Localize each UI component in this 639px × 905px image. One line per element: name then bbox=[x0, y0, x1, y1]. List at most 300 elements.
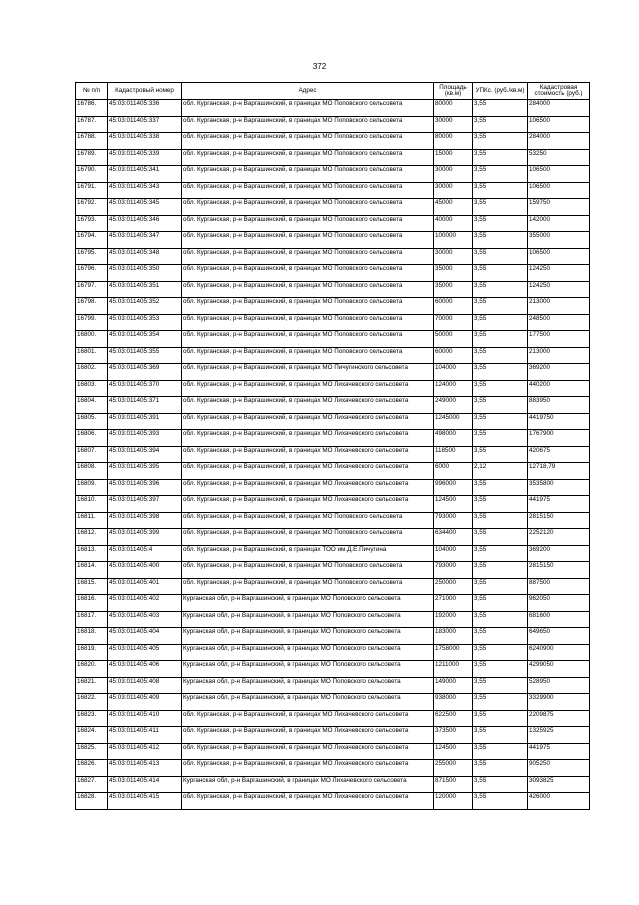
cadastral-number-cell: 45:03:011405:410 bbox=[108, 710, 182, 727]
upks-cell: 3,55 bbox=[473, 611, 528, 628]
address-cell: обл. Курганская, р-н Варгашинский, в границах МО Поповского сельсовета bbox=[182, 529, 434, 546]
cost-cell: 284000 bbox=[528, 133, 590, 150]
cadastral-number-cell: 45:03:011405:337 bbox=[108, 116, 182, 133]
area-cell: 249000 bbox=[434, 397, 473, 414]
upks-cell: 3,55 bbox=[473, 628, 528, 645]
upks-cell: 3,55 bbox=[473, 397, 528, 414]
table-row bbox=[76, 430, 590, 447]
row-number-cell: 16797. bbox=[76, 281, 108, 298]
upks-cell: 3,55 bbox=[473, 166, 528, 183]
cost-cell: 441975 bbox=[528, 743, 590, 760]
area-cell: 35000 bbox=[434, 265, 473, 282]
cadastral-number-cell: 45:03:011405:394 bbox=[108, 446, 182, 463]
cost-cell: 2252120 bbox=[528, 529, 590, 546]
address-cell: обл. Курганская, р-н Варгашинский, в границах МО Поповского сельсовета bbox=[182, 100, 434, 117]
table-row bbox=[76, 595, 590, 612]
table-row bbox=[76, 380, 590, 397]
table-row bbox=[76, 248, 590, 265]
cadastral-number-cell: 45:03:011405:347 bbox=[108, 232, 182, 249]
row-number-cell: 16815. bbox=[76, 578, 108, 595]
cost-cell: 12718,79 bbox=[528, 463, 590, 480]
table-row bbox=[76, 644, 590, 661]
address-cell: обл. Курганская, р-н Варгашинский, в границах МО Лихачевского сельсовета bbox=[182, 710, 434, 727]
cadastral-number-cell: 45:03:011405:343 bbox=[108, 182, 182, 199]
cost-cell: 420675 bbox=[528, 446, 590, 463]
table-row bbox=[76, 628, 590, 645]
cost-cell: 106500 bbox=[528, 248, 590, 265]
upks-cell: 3,55 bbox=[473, 100, 528, 117]
cost-cell: 248500 bbox=[528, 314, 590, 331]
cadastral-number-cell: 45:03:011405:414 bbox=[108, 776, 182, 793]
cadastral-number-cell: 45:03:011405:353 bbox=[108, 314, 182, 331]
table-header-row bbox=[76, 83, 590, 100]
row-number-cell: 16813. bbox=[76, 545, 108, 562]
address-cell: обл. Курганская, р-н Варгашинский, в границах МО Поповского сельсовета bbox=[182, 182, 434, 199]
table-row bbox=[76, 413, 590, 430]
cost-cell: 2815150 bbox=[528, 562, 590, 579]
table-row bbox=[76, 149, 590, 166]
row-number-cell: 16792. bbox=[76, 199, 108, 216]
area-cell: 104000 bbox=[434, 364, 473, 381]
area-cell: 1245000 bbox=[434, 413, 473, 430]
table-row bbox=[76, 710, 590, 727]
cadastral-table bbox=[75, 82, 590, 810]
table-row bbox=[76, 397, 590, 414]
row-number-cell: 16794. bbox=[76, 232, 108, 249]
area-cell: 793000 bbox=[434, 512, 473, 529]
area-cell: 124500 bbox=[434, 743, 473, 760]
address-cell: обл. Курганская, р-н Варгашинский, в границах МО Лихачевского сельсовета bbox=[182, 446, 434, 463]
cadastral-number-cell: 45:03:011405:370 bbox=[108, 380, 182, 397]
row-number-cell: 16798. bbox=[76, 298, 108, 315]
upks-cell: 3,55 bbox=[473, 314, 528, 331]
table-row bbox=[76, 133, 590, 150]
cost-cell: 124250 bbox=[528, 265, 590, 282]
area-cell: 15000 bbox=[434, 149, 473, 166]
area-cell: 938000 bbox=[434, 694, 473, 711]
table-row bbox=[76, 760, 590, 777]
upks-cell: 3,55 bbox=[473, 727, 528, 744]
cost-cell: 213000 bbox=[528, 347, 590, 364]
upks-cell: 3,55 bbox=[473, 479, 528, 496]
row-number-cell: 16814. bbox=[76, 562, 108, 579]
table-row bbox=[76, 100, 590, 117]
upks-cell: 3,55 bbox=[473, 793, 528, 810]
area-cell: 70000 bbox=[434, 314, 473, 331]
table-row bbox=[76, 232, 590, 249]
upks-cell: 3,55 bbox=[473, 364, 528, 381]
table-row bbox=[76, 793, 590, 810]
address-cell: обл. Курганская, р-н Варгашинский, в границах МО Поповского сельсовета bbox=[182, 331, 434, 348]
address-cell: обл. Курганская, р-н Варгашинский, в границах МО Лихачевского сельсовета bbox=[182, 479, 434, 496]
upks-cell: 3,55 bbox=[473, 710, 528, 727]
cadastral-number-cell: 45:03:011405:350 bbox=[108, 265, 182, 282]
upks-cell: 3,55 bbox=[473, 248, 528, 265]
address-cell: обл. Курганская, р-н Варгашинский, в границах МО Поповского сельсовета bbox=[182, 166, 434, 183]
area-cell: 634400 bbox=[434, 529, 473, 546]
row-number-cell: 16826. bbox=[76, 760, 108, 777]
cost-cell: 1325925 bbox=[528, 727, 590, 744]
row-number-cell: 16822. bbox=[76, 694, 108, 711]
cost-cell: 3093825 bbox=[528, 776, 590, 793]
table-row bbox=[76, 347, 590, 364]
page-number: 372 bbox=[312, 62, 327, 71]
cadastral-number-cell: 45:03:011405:406 bbox=[108, 661, 182, 678]
row-number-cell: 16809. bbox=[76, 479, 108, 496]
address-cell: обл. Курганская, р-н Варгашинский, в границах МО Поповского сельсовета bbox=[182, 281, 434, 298]
table-row bbox=[76, 182, 590, 199]
row-number-cell: 16820. bbox=[76, 661, 108, 678]
address-cell: обл. Курганская, р-н Варгашинский, в границах МО Поповского сельсовета bbox=[182, 347, 434, 364]
upks-cell: 3,55 bbox=[473, 446, 528, 463]
cost-cell: 355000 bbox=[528, 232, 590, 249]
table-row bbox=[76, 331, 590, 348]
table-row bbox=[76, 578, 590, 595]
address-cell: обл. Курганская, р-н Варгашинский, в границах ТОО им.Д.Е.Пичугина bbox=[182, 545, 434, 562]
row-number-cell: 16795. bbox=[76, 248, 108, 265]
upks-cell: 3,55 bbox=[473, 199, 528, 216]
table-row bbox=[76, 496, 590, 513]
upks-cell: 3,55 bbox=[473, 133, 528, 150]
address-cell: Курганская обл, р-н Варгашинский, в границах МО Поповского сельсовета bbox=[182, 661, 434, 678]
cadastral-number-cell: 45:03:011405:411 bbox=[108, 727, 182, 744]
cadastral-number-cell: 45:03:011405:369 bbox=[108, 364, 182, 381]
row-number-cell: 16827. bbox=[76, 776, 108, 793]
upks-cell: 3,55 bbox=[473, 380, 528, 397]
upks-cell: 3,55 bbox=[473, 496, 528, 513]
cadastral-number-cell: 45:03:011405:408 bbox=[108, 677, 182, 694]
area-cell: 60000 bbox=[434, 298, 473, 315]
upks-cell: 3,55 bbox=[473, 694, 528, 711]
area-cell: 271000 bbox=[434, 595, 473, 612]
address-cell: обл. Курганская, р-н Варгашинский, в границах МО Поповского сельсовета bbox=[182, 215, 434, 232]
address-cell: обл. Курганская, р-н Варгашинский, в границах МО Поповского сельсовета bbox=[182, 314, 434, 331]
area-cell: 192000 bbox=[434, 611, 473, 628]
address-cell: обл. Курганская, р-н Варгашинский, в границах МО Лихачевского сельсовета bbox=[182, 463, 434, 480]
address-cell: обл. Курганская, р-н Варгашинский, в границах МО Поповского сельсовета bbox=[182, 578, 434, 595]
address-cell: обл. Курганская, р-н Варгашинский, в границах МО Поповского сельсовета bbox=[182, 298, 434, 315]
area-cell: 498000 bbox=[434, 430, 473, 447]
address-cell: обл. Курганская, р-н Варгашинский, в границах МО Поповского сельсовета bbox=[182, 265, 434, 282]
cost-cell: 426000 bbox=[528, 793, 590, 810]
address-cell: обл. Курганская, р-н Варгашинский, в границах МО Лихачевского сельсовета bbox=[182, 380, 434, 397]
upks-cell: 3,55 bbox=[473, 413, 528, 430]
cadastral-number-cell: 45:03:011405:409 bbox=[108, 694, 182, 711]
area-cell: 996000 bbox=[434, 479, 473, 496]
row-number-cell: 16817. bbox=[76, 611, 108, 628]
row-number-cell: 16808. bbox=[76, 463, 108, 480]
cadastral-number-cell: 45:03:011405:338 bbox=[108, 133, 182, 150]
address-cell: обл. Курганская, р-н Варгашинский, в границах МО Лихачевского сельсовета bbox=[182, 727, 434, 744]
row-number-cell: 16805. bbox=[76, 413, 108, 430]
area-cell: 30000 bbox=[434, 166, 473, 183]
area-cell: 45000 bbox=[434, 199, 473, 216]
cost-cell: 649650 bbox=[528, 628, 590, 645]
address-cell: обл. Курганская, р-н Варгашинский, в границах МО Поповского сельсовета bbox=[182, 149, 434, 166]
upks-cell: 3,55 bbox=[473, 331, 528, 348]
upks-cell: 3,55 bbox=[473, 545, 528, 562]
row-number-cell: 16803. bbox=[76, 380, 108, 397]
row-number-cell: 16825. bbox=[76, 743, 108, 760]
area-cell: 124000 bbox=[434, 380, 473, 397]
cadastral-number-cell: 45:03:011405:402 bbox=[108, 595, 182, 612]
row-number-cell: 16816. bbox=[76, 595, 108, 612]
table-row bbox=[76, 364, 590, 381]
row-number-cell: 16828. bbox=[76, 793, 108, 810]
row-number-cell: 16801. bbox=[76, 347, 108, 364]
row-number-cell: 16811. bbox=[76, 512, 108, 529]
cadastral-number-cell: 45:03:011405:354 bbox=[108, 331, 182, 348]
row-number-cell: 16802. bbox=[76, 364, 108, 381]
table-row bbox=[76, 215, 590, 232]
cadastral-number-cell: 45:03:011405:355 bbox=[108, 347, 182, 364]
cadastral-number-cell: 45:03:011405:397 bbox=[108, 496, 182, 513]
cost-cell: 887500 bbox=[528, 578, 590, 595]
upks-cell: 3,55 bbox=[473, 281, 528, 298]
address-cell: обл. Курганская, р-н Варгашинский, в границах МО Лихачевского сельсовета bbox=[182, 743, 434, 760]
area-cell: 1211000 bbox=[434, 661, 473, 678]
cost-cell: 6240900 bbox=[528, 644, 590, 661]
table-row bbox=[76, 611, 590, 628]
table-row bbox=[76, 281, 590, 298]
table-row bbox=[76, 298, 590, 315]
table-row bbox=[76, 727, 590, 744]
address-cell: Курганская обл, р-н Варгашинский, в границах МО Лихачевского сельсовета bbox=[182, 776, 434, 793]
area-cell: 60000 bbox=[434, 347, 473, 364]
table-row bbox=[76, 694, 590, 711]
cost-cell: 883950 bbox=[528, 397, 590, 414]
cadastral-number-cell: 45:03:011405:346 bbox=[108, 215, 182, 232]
cost-cell: 2209875 bbox=[528, 710, 590, 727]
table-row bbox=[76, 512, 590, 529]
table-row bbox=[76, 562, 590, 579]
table-row bbox=[76, 265, 590, 282]
upks-cell: 3,55 bbox=[473, 644, 528, 661]
upks-cell: 3,55 bbox=[473, 182, 528, 199]
cadastral-number-cell: 45:03:011405:352 bbox=[108, 298, 182, 315]
address-cell: Курганская обл, р-н Варгашинский, в границах МО Поповского сельсовета bbox=[182, 694, 434, 711]
address-cell: Курганская обл, р-н Варгашинский, в границах МО Поповского сельсовета bbox=[182, 611, 434, 628]
row-number-cell: 16821. bbox=[76, 677, 108, 694]
table-body bbox=[76, 100, 590, 810]
address-cell: обл. Курганская, р-н Варгашинский, в границах МО Поповского сельсовета bbox=[182, 199, 434, 216]
table-row bbox=[76, 446, 590, 463]
cost-cell: 4419750 bbox=[528, 413, 590, 430]
table-row bbox=[76, 529, 590, 546]
cost-cell: 106500 bbox=[528, 182, 590, 199]
cadastral-number-cell: 45:03:011405:403 bbox=[108, 611, 182, 628]
table-row bbox=[76, 743, 590, 760]
row-number-cell: 16788. bbox=[76, 133, 108, 150]
row-number-cell: 16807. bbox=[76, 446, 108, 463]
upks-cell: 3,55 bbox=[473, 347, 528, 364]
header-cadastral-cost: Кадастровая стоимость (руб.) bbox=[528, 83, 590, 100]
table-row bbox=[76, 314, 590, 331]
cost-cell: 213000 bbox=[528, 298, 590, 315]
area-cell: 250000 bbox=[434, 578, 473, 595]
row-number-cell: 16789. bbox=[76, 149, 108, 166]
cost-cell: 3535800 bbox=[528, 479, 590, 496]
cadastral-number-cell: 45:03:011405:336 bbox=[108, 100, 182, 117]
cadastral-number-cell: 45:03:011405:401 bbox=[108, 578, 182, 595]
address-cell: обл. Курганская, р-н Варгашинский, в границах МО Лихачевского сельсовета bbox=[182, 430, 434, 447]
area-cell: 40000 bbox=[434, 215, 473, 232]
address-cell: Курганская обл, р-н Варгашинский, в границах МО Поповского сельсовета bbox=[182, 595, 434, 612]
area-cell: 35000 bbox=[434, 281, 473, 298]
area-cell: 124500 bbox=[434, 496, 473, 513]
address-cell: Курганская обл, р-н Варгашинский, в границах МО Поповского сельсовета bbox=[182, 677, 434, 694]
cadastral-number-cell: 45:03:011405:400 bbox=[108, 562, 182, 579]
area-cell: 100000 bbox=[434, 232, 473, 249]
row-number-cell: 16804. bbox=[76, 397, 108, 414]
upks-cell: 3,55 bbox=[473, 298, 528, 315]
table-row bbox=[76, 479, 590, 496]
cadastral-number-cell: 45:03:011405:405 bbox=[108, 644, 182, 661]
cost-cell: 440200 bbox=[528, 380, 590, 397]
upks-cell: 3,55 bbox=[473, 430, 528, 447]
row-number-cell: 16791. bbox=[76, 182, 108, 199]
row-number-cell: 16793. bbox=[76, 215, 108, 232]
address-cell: Курганская обл, р-н Варгашинский, в границах МО Поповского сельсовета bbox=[182, 644, 434, 661]
cost-cell: 159750 bbox=[528, 199, 590, 216]
cost-cell: 369200 bbox=[528, 545, 590, 562]
row-number-cell: 16824. bbox=[76, 727, 108, 744]
table-row bbox=[76, 166, 590, 183]
upks-cell: 3,55 bbox=[473, 595, 528, 612]
upks-cell: 3,55 bbox=[473, 529, 528, 546]
upks-cell: 3,55 bbox=[473, 116, 528, 133]
upks-cell: 3,55 bbox=[473, 562, 528, 579]
area-cell: 120000 bbox=[434, 793, 473, 810]
upks-cell: 3,55 bbox=[473, 232, 528, 249]
area-cell: 149000 bbox=[434, 677, 473, 694]
cadastral-number-cell: 45:03:011405:345 bbox=[108, 199, 182, 216]
table-row bbox=[76, 776, 590, 793]
address-cell: обл. Курганская, р-н Варгашинский, в границах МО Пичугинского сельсовета bbox=[182, 364, 434, 381]
cost-cell: 3329900 bbox=[528, 694, 590, 711]
area-cell: 50000 bbox=[434, 331, 473, 348]
row-number-cell: 16810. bbox=[76, 496, 108, 513]
row-number-cell: 16812. bbox=[76, 529, 108, 546]
cost-cell: 905250 bbox=[528, 760, 590, 777]
upks-cell: 3,55 bbox=[473, 760, 528, 777]
cost-cell: 2815150 bbox=[528, 512, 590, 529]
area-cell: 6000 bbox=[434, 463, 473, 480]
cadastral-number-cell: 45:03:011405:412 bbox=[108, 743, 182, 760]
table-row bbox=[76, 677, 590, 694]
cadastral-number-cell: 45:03:011405:351 bbox=[108, 281, 182, 298]
address-cell: обл. Курганская, р-н Варгашинский, в границах МО Поповского сельсовета bbox=[182, 512, 434, 529]
cost-cell: 53250 bbox=[528, 149, 590, 166]
cost-cell: 142000 bbox=[528, 215, 590, 232]
cost-cell: 681600 bbox=[528, 611, 590, 628]
cost-cell: 441975 bbox=[528, 496, 590, 513]
cadastral-number-cell: 45:03:011405:339 bbox=[108, 149, 182, 166]
row-number-cell: 16818. bbox=[76, 628, 108, 645]
area-cell: 1758000 bbox=[434, 644, 473, 661]
cadastral-number-cell: 45:03:011405:393 bbox=[108, 430, 182, 447]
address-cell: обл. Курганская, р-н Варгашинский, в границах МО Поповского сельсовета bbox=[182, 232, 434, 249]
area-cell: 793000 bbox=[434, 562, 473, 579]
cadastral-number-cell: 45:03:011405:395 bbox=[108, 463, 182, 480]
row-number-cell: 16786. bbox=[76, 100, 108, 117]
header-row-number: № п/п bbox=[76, 83, 108, 100]
cost-cell: 106500 bbox=[528, 116, 590, 133]
cadastral-number-cell: 45:03:011405:399 bbox=[108, 529, 182, 546]
area-cell: 871500 bbox=[434, 776, 473, 793]
area-cell: 30000 bbox=[434, 116, 473, 133]
cadastral-number-cell: 45:03:011405:413 bbox=[108, 760, 182, 777]
cadastral-number-cell: 45:03:011405:348 bbox=[108, 248, 182, 265]
upks-cell: 3,55 bbox=[473, 149, 528, 166]
cadastral-number-cell: 45:03:011405:404 bbox=[108, 628, 182, 645]
address-cell: обл. Курганская, р-н Варгашинский, в границах МО Лихачевского сельсовета bbox=[182, 413, 434, 430]
cadastral-number-cell: 45:03:011405:371 bbox=[108, 397, 182, 414]
cadastral-number-cell: 45:03:011405:398 bbox=[108, 512, 182, 529]
area-cell: 118500 bbox=[434, 446, 473, 463]
area-cell: 80000 bbox=[434, 100, 473, 117]
row-number-cell: 16823. bbox=[76, 710, 108, 727]
upks-cell: 3,55 bbox=[473, 215, 528, 232]
cost-cell: 284000 bbox=[528, 100, 590, 117]
address-cell: Курганская обл, р-н Варгашинский, в границах МО Поповского сельсовета bbox=[182, 628, 434, 645]
row-number-cell: 16819. bbox=[76, 644, 108, 661]
cadastral-number-cell: 45:03:011405:391 bbox=[108, 413, 182, 430]
address-cell: обл. Курганская, р-н Варгашинский, в границах МО Лихачевского сельсовета bbox=[182, 496, 434, 513]
address-cell: обл. Курганская, р-н Варгашинский, в границах МО Поповского сельсовета bbox=[182, 116, 434, 133]
upks-cell: 2,12 bbox=[473, 463, 528, 480]
area-cell: 30000 bbox=[434, 248, 473, 265]
address-cell: обл. Курганская, р-н Варгашинский, в границах МО Лихачевского сельсовета bbox=[182, 760, 434, 777]
cost-cell: 106500 bbox=[528, 166, 590, 183]
address-cell: обл. Курганская, р-н Варгашинский, в границах МО Поповского сельсовета bbox=[182, 248, 434, 265]
row-number-cell: 16800. bbox=[76, 331, 108, 348]
header-upks: УПКс. (руб./кв.м) bbox=[473, 83, 528, 100]
address-cell: обл. Курганская, р-н Варгашинский, в границах МО Лихачевского сельсовета bbox=[182, 397, 434, 414]
table-row bbox=[76, 661, 590, 678]
table-row bbox=[76, 463, 590, 480]
cadastral-number-cell: 45:03:011405:415 bbox=[108, 793, 182, 810]
row-number-cell: 16806. bbox=[76, 430, 108, 447]
cost-cell: 962050 bbox=[528, 595, 590, 612]
row-number-cell: 16790. bbox=[76, 166, 108, 183]
header-cadastral-number: Кадастровый номер bbox=[108, 83, 182, 100]
cost-cell: 4299050 bbox=[528, 661, 590, 678]
row-number-cell: 16787. bbox=[76, 116, 108, 133]
address-cell: обл. Курганская, р-н Варгашинский, в границах МО Лихачевского сельсовета bbox=[182, 793, 434, 810]
cost-cell: 1767900 bbox=[528, 430, 590, 447]
row-number-cell: 16799. bbox=[76, 314, 108, 331]
upks-cell: 3,55 bbox=[473, 677, 528, 694]
area-cell: 255000 bbox=[434, 760, 473, 777]
header-address: Адрес bbox=[182, 83, 434, 100]
upks-cell: 3,55 bbox=[473, 776, 528, 793]
upks-cell: 3,55 bbox=[473, 578, 528, 595]
cost-cell: 528950 bbox=[528, 677, 590, 694]
upks-cell: 3,55 bbox=[473, 512, 528, 529]
cost-cell: 177500 bbox=[528, 331, 590, 348]
cadastral-number-cell: 45:03:011405:341 bbox=[108, 166, 182, 183]
area-cell: 30000 bbox=[434, 182, 473, 199]
area-cell: 80000 bbox=[434, 133, 473, 150]
area-cell: 104000 bbox=[434, 545, 473, 562]
area-cell: 373500 bbox=[434, 727, 473, 744]
header-area: Площадь (кв.м) bbox=[434, 83, 473, 100]
cost-cell: 124250 bbox=[528, 281, 590, 298]
upks-cell: 3,55 bbox=[473, 661, 528, 678]
table-row bbox=[76, 116, 590, 133]
table-row bbox=[76, 199, 590, 216]
